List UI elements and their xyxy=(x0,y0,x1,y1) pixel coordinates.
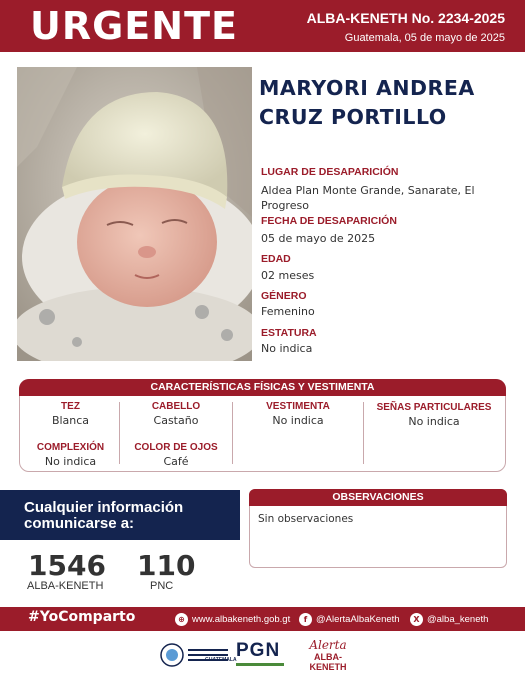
contact-line-2: comunicarse a: xyxy=(24,515,135,532)
senas-label: SEÑAS PARTICULARES xyxy=(376,402,492,413)
guatemala-logo xyxy=(160,640,230,672)
complexion-label: COMPLEXIÓN xyxy=(36,442,105,453)
genero-label: GÉNERO xyxy=(261,290,307,302)
phone-pnc: 110 xyxy=(137,549,196,582)
fecha-value: 05 de mayo de 2025 xyxy=(261,232,376,245)
x-icon: X xyxy=(410,613,423,626)
complexion-value: No indica xyxy=(44,455,97,468)
cabello-value: Castaño xyxy=(153,414,199,427)
name-line-1: MARYORI ANDREA xyxy=(259,76,475,100)
header-banner xyxy=(0,0,525,52)
name-line-2: CRUZ PORTILLO xyxy=(259,105,447,129)
alerta-logo-word: Alerta xyxy=(309,638,347,652)
cabello-label: CABELLO xyxy=(151,401,201,412)
estatura-value: No indica xyxy=(261,342,313,355)
lugar-value: Aldea Plan Monte Grande, Sanarate, El Progreso xyxy=(261,184,475,212)
alba-keneth-logo-word: ALBA-KENETH xyxy=(309,652,347,672)
website-link[interactable] xyxy=(175,611,290,627)
globe-icon: ⊕ xyxy=(175,613,188,626)
senas-value: No indica xyxy=(408,415,460,428)
characteristics-title: CARACTERÍSTICAS FÍSICAS Y VESTIMENTA xyxy=(19,379,506,396)
x-link[interactable] xyxy=(410,611,488,627)
observations-text: Sin observaciones xyxy=(258,513,354,525)
phone-alba-keneth: 1546 xyxy=(28,549,106,582)
facebook-link[interactable] xyxy=(299,611,400,627)
urgent-title: URGENTE xyxy=(30,4,238,48)
tez-value: Blanca xyxy=(51,414,90,427)
observations-title: OBSERVACIONES xyxy=(249,489,507,506)
genero-value: Femenino xyxy=(261,305,315,318)
issue-date: Guatemala, 05 de mayo de 2025 xyxy=(344,32,505,44)
estatura-label: ESTATURA xyxy=(261,327,317,339)
phone-pnc-label: PNC xyxy=(150,580,174,592)
facebook-icon: f xyxy=(299,613,312,626)
vestimenta-label: VESTIMENTA xyxy=(266,401,330,412)
pgn-logo xyxy=(236,640,286,672)
edad-value: 02 meses xyxy=(261,269,315,282)
contact-line-1: Cualquier información xyxy=(24,499,184,516)
pgn-logo-text: PGN xyxy=(236,640,281,661)
pgn-underline xyxy=(236,663,284,666)
x-text: @alba_keneth xyxy=(427,613,489,625)
facebook-text: @AlertaAlbaKeneth xyxy=(316,613,400,625)
case-number: ALBA-KENETH No. 2234-2025 xyxy=(306,10,505,26)
ojos-value: Café xyxy=(163,455,189,468)
contact-text xyxy=(24,500,234,532)
lugar-label: LUGAR DE DESAPARICIÓN xyxy=(261,166,399,178)
person-photo xyxy=(17,67,252,361)
phone-alba-keneth-label: ALBA-KENETH xyxy=(27,580,104,592)
edad-label: EDAD xyxy=(261,253,291,265)
guatemala-logo-text: GUATEMALA xyxy=(205,657,237,663)
website-text: www.albakeneth.gob.gt xyxy=(192,613,291,625)
tez-label: TEZ xyxy=(61,401,80,412)
ojos-label: COLOR DE OJOS xyxy=(134,442,218,453)
alerta-alba-keneth-logo xyxy=(298,638,358,672)
vestimenta-value: No indica xyxy=(272,414,324,427)
hashtag: #YoComparto xyxy=(28,609,136,625)
person-name xyxy=(259,74,519,132)
fecha-label: FECHA DE DESAPARICIÓN xyxy=(261,215,397,227)
